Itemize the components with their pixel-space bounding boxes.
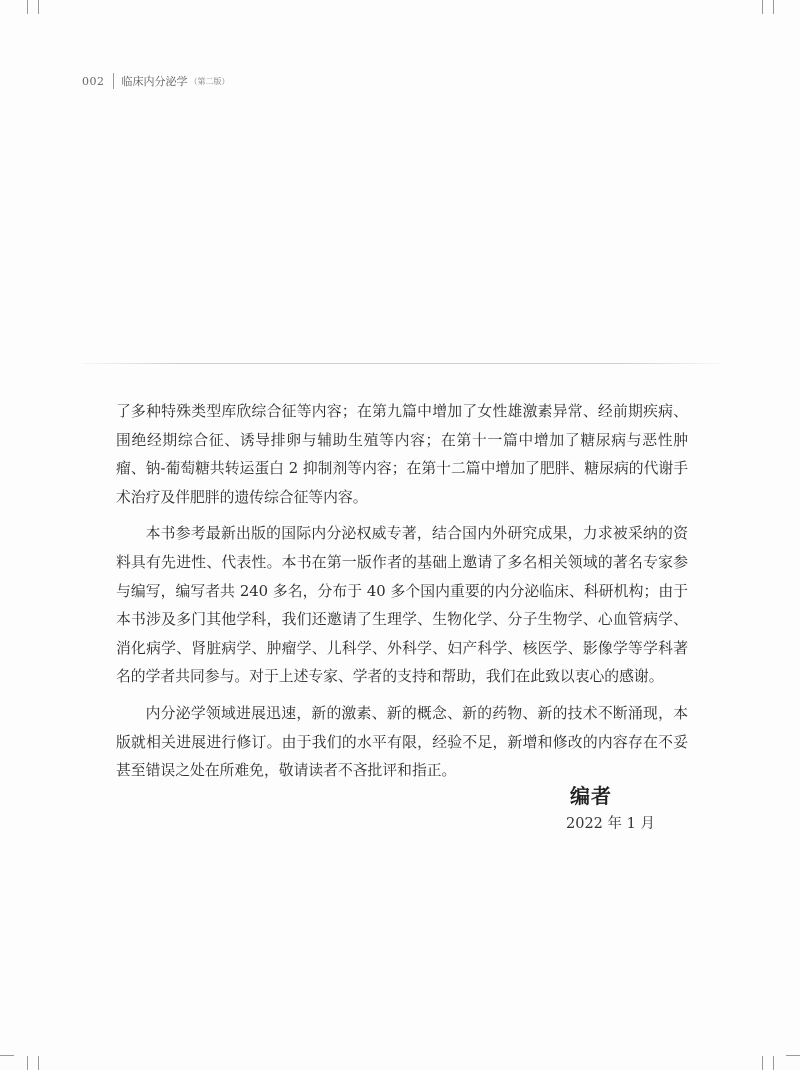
running-header: [82, 72, 230, 90]
crop-mark-bottom-right-h: [786, 1055, 800, 1056]
crop-mark-top-left-v: [27, 0, 28, 14]
crop-mark-bottom-left-h: [0, 1055, 14, 1056]
crop-mark-bottom-left-v: [27, 1056, 28, 1070]
author-signature: 编者: [570, 784, 612, 808]
paragraph: 本书参考最新出版的国际内分泌权威专著，结合国内外研究成果，力求被采纳的资料具有先进性、代表性。本书在第一版作者的基础上邀请了多名相关领域的著名专家参与编写，编写者共 240 多名，分布于 40 多个国内重要的内分泌临床、科研机构；由于本书涉及多门其他学科，我们还邀请了生理学、生物化学、分子生物学、心血管病学、消化病学、肾脏病学、肿瘤学、儿科学、外科学、妇产科学、核医学、影像学等学科著名的学者共同参与。对于上述专家、学者的支持和帮助，我们在此致以衷心的感谢。: [116, 525, 688, 686]
crop-mark-top-left-v2: [38, 0, 39, 14]
signature-date: 2022 年 1 月: [566, 816, 655, 832]
page-number: 002: [82, 74, 105, 88]
paragraph: 了多种特殊类型库欣综合征等内容；在第九篇中增加了女性雄激素异常、经前期疾病、围绝经期综合征、诱导排卵与辅助生殖等内容；在第十一篇中增加了糖尿病与恶性肿瘤、钠-葡萄糖共转运蛋白 2 抑制剂等内容；在第十二篇中增加了肥胖、糖尿病的代谢手术治疗及伴肥胖的遗传综合征等内容。: [116, 403, 688, 506]
crop-mark-top-right-v: [762, 0, 763, 14]
preface-body: [116, 398, 688, 786]
book-title: 临床内分泌学: [121, 75, 188, 88]
crop-mark-bottom-right-v: [762, 1056, 763, 1070]
edition-label: （第二版）: [189, 76, 230, 86]
crop-mark-bottom-right-v2: [773, 1056, 774, 1070]
header-separator: [113, 73, 114, 89]
crop-mark-bottom-left-v2: [38, 1056, 39, 1070]
section-divider: [82, 363, 720, 364]
paragraph: 内分泌学领域进展迅速，新的激素、新的概念、新的药物、新的技术不断涌现，本版就相关进展进行修订。由于我们的水平有限，经验不足，新增和修改的内容存在不妥甚至错误之处在所难免，敬请读者不吝批评和指正。: [116, 704, 688, 780]
crop-mark-top-right-v2: [773, 0, 774, 14]
